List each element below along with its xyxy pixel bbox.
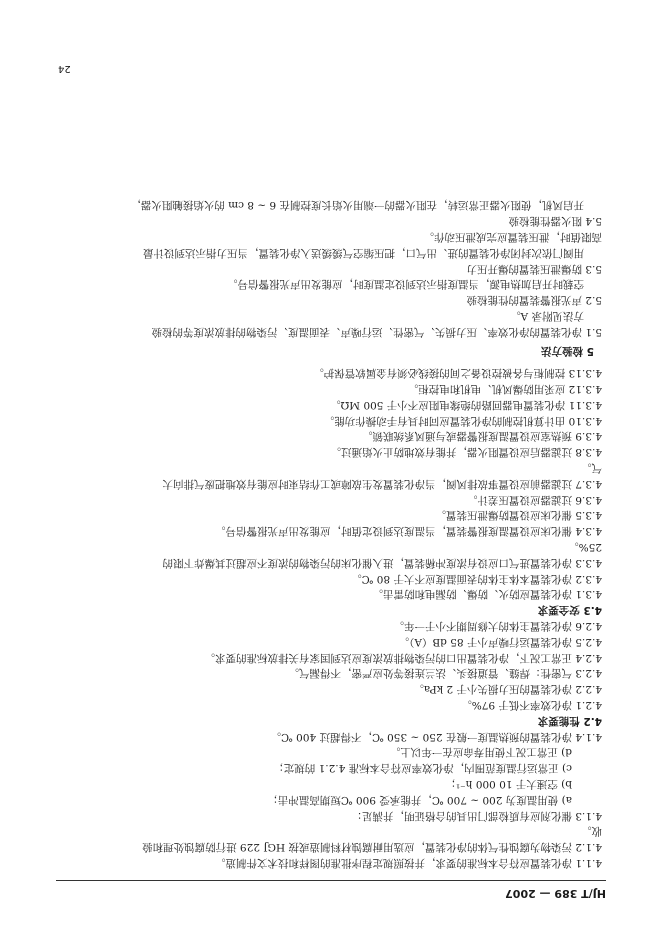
page-number: 24 [58,63,71,74]
text-line: 4.3.5 催化床应设置防爆泄压装置。 [435,509,602,522]
text-line: 4.3.12 应采用防爆风机、电机和电控柜。 [407,383,602,396]
section-heading: 4.2 性能要求 [537,714,602,727]
section-heading: 5 检验方法 [541,345,594,358]
text-line: a) 使用温度为 200 ~ 700 ℃，并能承受 900 ℃短期高温冲击； [267,793,572,806]
text-line: 方法见附录 A。 [510,309,584,322]
text-line: 4.3.13 控制柜与各被控设备之间的接线必须有金属软管保护。 [313,367,602,380]
text-line: 4.1.4 净化装置的预热温度一般在 250 ~ 350 ℃，不得超过 400 ℃。 [270,730,602,743]
text-line: 5.1 净化装置的净化效率、压力损失、气密性、运行噪声、表面温度、污染物的排放浓度等的检验 [151,325,602,338]
text-line: 4.1.2 污染物为腐蚀性气体的净化装置，应选用耐腐蚀材料制造或按 HGJ 229 进行防腐蚀处理和验 [142,841,602,854]
text-line: 4.3.7 过滤器前应设置事故排风阀，当净化装置发生故障或工作结束时应能有效地把废气排向大 [162,477,602,490]
text-line: 5.3 防爆泄压装置的爆开压力 [466,262,602,275]
text-line: 4.2.1 净化效率不低于 97%。 [461,699,602,712]
text-line: b) 空速大于 10 000 h⁻¹； [445,778,572,791]
header-divider [56,880,606,881]
text-line: 空载时开启加热电源，当温度指示达到设定温度时，应能发出声光报警信号。 [227,278,584,291]
text-line: 4.3.1 净化装置应防火、防爆、防漏电和防雷击。 [372,588,602,601]
text-line: 4.3.9 预热室应设置温度报警器或与通风系统联锁。 [361,430,602,443]
text-line: 开启风机，使阻火器正常运转，在阻火器的一端用火焰长度控制在 6 ~ 8 cm 的火焰接触阻火器， [130,199,584,212]
text-line: 4.3.6 过滤器应设置压差计。 [466,493,602,506]
text-line: 气。 [581,462,602,475]
text-line: 4.3.11 净化装置电器回路的绝缘电阻应不小于 500 MΩ。 [330,398,602,411]
text-line: 5.4 阻火器性能检验 [508,215,602,228]
text-line: 4.3.4 催化床应设置温度报警装置，当温度达到设定值时，应能发出声光报警信号。 [214,525,602,538]
text-line: 4.3.10 由计算机控制的净化装置应同时具有手动操作功能。 [323,414,602,427]
text-line: 4.1.3 催化剂应有质检部门出具的合格证明，并满足： [351,809,602,822]
text-line: 25%。 [568,541,602,554]
text-line: 4.2.6 净化装置主体的大修周期不小于一年。 [393,620,602,633]
text-line: 4.3.2 净化装置本体主体的表面温度应不大于 80 ℃。 [351,572,602,585]
standard-number-header: HJ/T 389 — 2007 [505,887,606,900]
section-heading: 4.3 安全要求 [537,604,602,617]
text-line: 4.3.3 净化装置进气口应设有浓度冲稀装置，进入催化床的污染物的浓度不应超过其爆炸下限的 [162,556,602,569]
text-line: 4.1.1 净化装置应符合本标准的要求，并按照规定程序批准的图样和技术文件制造。 [214,857,602,869]
text-line: 高限值时，泄压装置应完成泄压动作。 [423,230,602,243]
text-line: 4.3.8 过滤器后应设置阻火器，并能有效地防止火焰通过。 [330,446,602,459]
text-line: 4.2.3 气密性：焊缝、管道接头、法兰连接等处应严密，不得漏气。 [288,667,602,680]
text-line: 用阀门依次封闭净化装置的进、出气口，把压缩空气缓缓送入净化装置，当压力指示达到设计最 [143,246,584,259]
document-body [54,197,602,870]
text-line: 4.2.5 净化装置运行噪声小于 85 dB（A）。 [398,635,602,648]
text-line: 收。 [581,825,602,838]
text-line: 4.2.2 净化装置的压力损失小于 2 kPa。 [413,683,602,696]
text-line: d) 正常工况下使用寿命应在一年以上。 [389,746,572,759]
text-line: c) 正常运行温度范围内，净化效率应符合本标准 4.2.1 的规定； [273,762,572,775]
text-line: 4.2.4 正常工况下，净化装置出口的污染物排放浓度应达到国家有关排放标准的要求。 [204,651,602,664]
text-line: 5.2 声光报警装置的性能检验 [466,294,602,307]
